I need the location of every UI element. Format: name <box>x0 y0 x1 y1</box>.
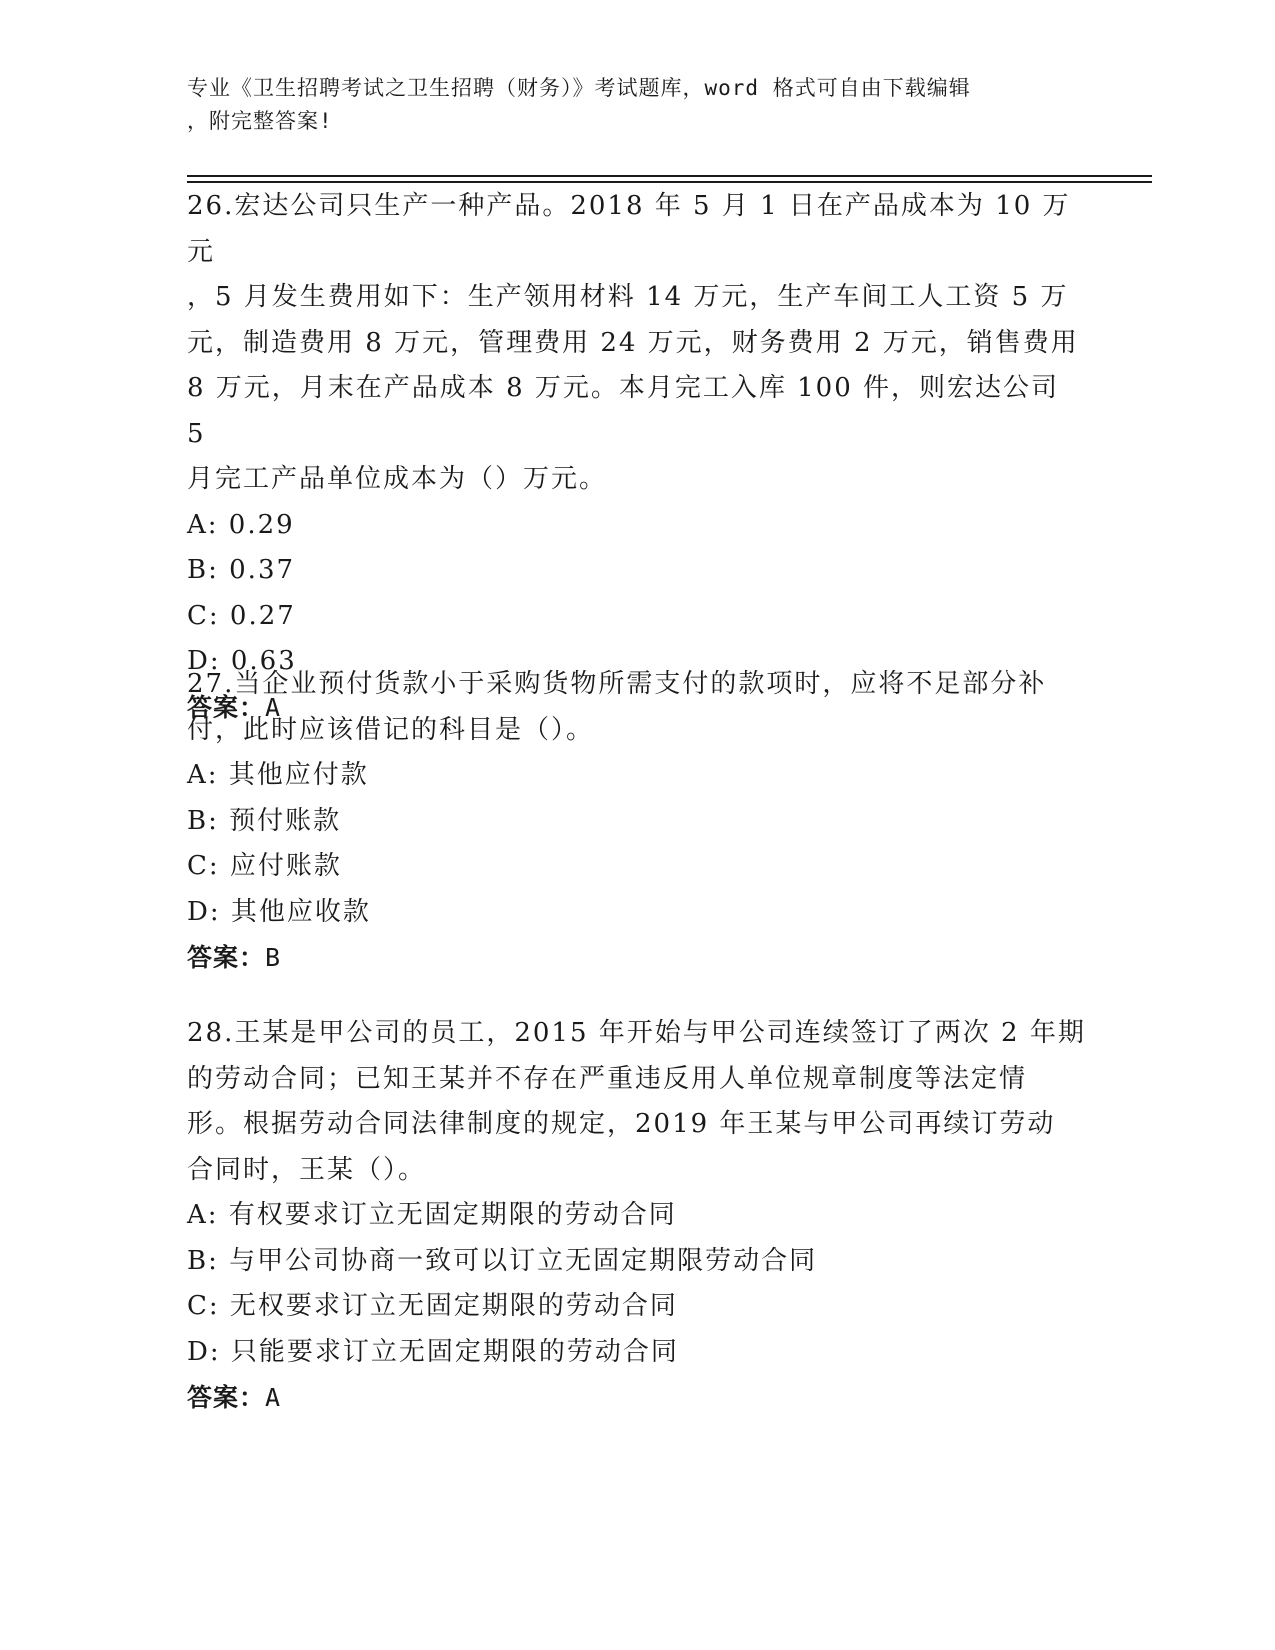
answer <box>187 1375 1087 1421</box>
question-line: 的劳动合同；已知王某并不存在严重违反用人单位规章制度等法定情 <box>187 1063 1028 1094</box>
question-text <box>187 184 1087 503</box>
question-line: ，5 月发生费用如下：生产领用材料 14 万元，生产车间工人工资 5 万 <box>187 282 1069 312</box>
option-d: D: 其他应收款 <box>187 896 371 927</box>
header-divider-bottom <box>187 181 1152 183</box>
option-d: D: 只能要求订立无固定期限的劳动合同 <box>187 1336 679 1367</box>
option-c: C: 无权要求订立无固定期限的劳动合同 <box>187 1291 678 1321</box>
question-line: 27.当企业预付货款小于采购货物所需支付的款项时，应将不足部分补 <box>187 669 1047 699</box>
question-line: 26.宏达公司只生产一种产品。2018 年 5 月 1 日在产品成本为 10 万元 <box>187 191 1071 267</box>
option-d: D: 0.63 <box>187 646 297 676</box>
answer-label: 答案： <box>187 943 266 972</box>
question-line: 8 万元，月末在产品成本 8 万元。本月完工入库 100 件，则宏达公司 5 <box>187 373 1060 449</box>
option-a: A: 其他应付款 <box>187 760 369 790</box>
question-27 <box>187 662 1087 981</box>
question-line: 月完工产品单位成本为（）万元。 <box>187 464 608 494</box>
question-line: 28.王某是甲公司的员工，2015 年开始与甲公司连续签订了两次 2 年期 <box>187 1018 1086 1048</box>
header-divider-top <box>187 175 1152 177</box>
question-text <box>187 662 1087 753</box>
question-line: 形。根据劳动合同法律制度的规定，2019 年王某与甲公司再续订劳动 <box>187 1109 1056 1139</box>
question-line: 元，制造费用 8 万元，管理费用 24 万元，财务费用 2 万元，销售费用 <box>187 327 1079 358</box>
option-c: C: 应付账款 <box>187 851 342 881</box>
question-26 <box>187 184 1087 730</box>
answer <box>187 935 1087 981</box>
answer-value: B <box>265 943 282 972</box>
question-28 <box>187 1011 1087 1421</box>
header-line-2: ，附完整答案! <box>187 109 333 133</box>
answer-label: 答案： <box>187 692 266 722</box>
option-b: B: 0.37 <box>187 555 296 585</box>
header-line-1: 专业《卫生招聘考试之卫生招聘（财务）》考试题库，word 格式可自由下载编辑 <box>187 76 971 100</box>
answer-value: A <box>265 1383 282 1412</box>
question-text <box>187 1011 1087 1193</box>
question-line: 合同时，王某（）。 <box>187 1154 427 1185</box>
answer-value: A <box>265 692 282 722</box>
document-header <box>187 72 1067 138</box>
option-b: B: 与甲公司协商一致可以订立无固定期限劳动合同 <box>187 1245 818 1276</box>
option-b: B: 预付账款 <box>187 805 342 836</box>
answer-label: 答案： <box>187 1383 266 1412</box>
option-a: A: 0.29 <box>187 509 295 540</box>
option-c: C: 0.27 <box>187 600 296 631</box>
question-line: 付，此时应该借记的科目是（）。 <box>187 714 595 745</box>
option-a: A: 有权要求订立无固定期限的劳动合同 <box>187 1200 677 1230</box>
